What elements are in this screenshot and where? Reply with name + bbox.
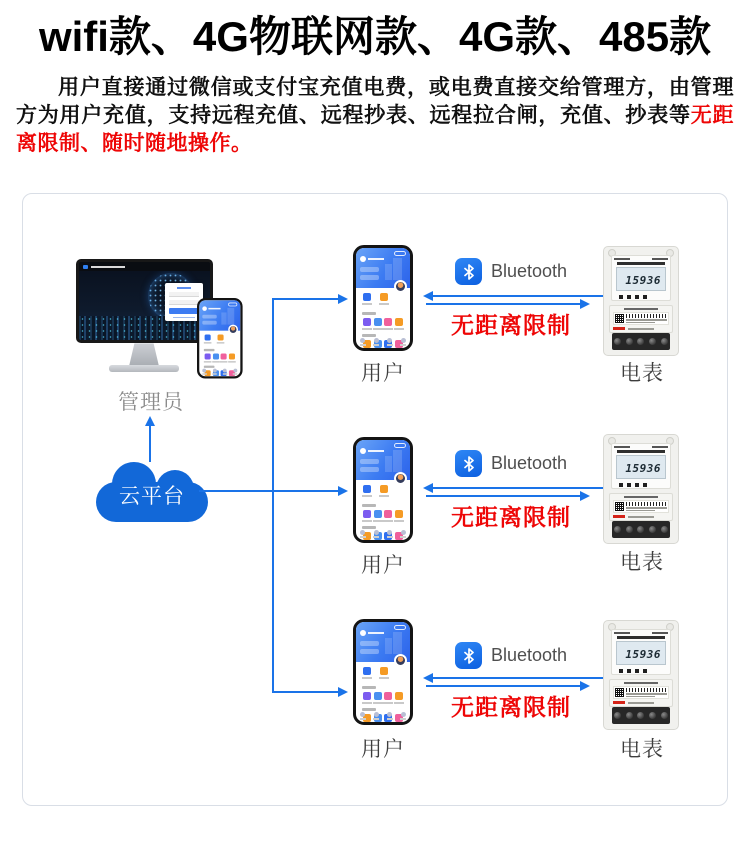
branch-line-3 <box>273 691 339 693</box>
cloud-label: 云平台 <box>119 485 185 509</box>
qr-code <box>615 314 624 323</box>
meter-buttons <box>614 292 668 299</box>
electric-meter-mockup <box>603 246 679 356</box>
building-graphic <box>393 632 402 654</box>
building-graphic <box>385 264 392 280</box>
meter-face <box>611 255 671 301</box>
bluetooth-label: Bluetooth <box>491 261 568 282</box>
barcode <box>626 688 667 692</box>
app-icon <box>205 354 211 360</box>
intro-text: 用户直接通过微信或支付宝充值电费，或电费直接交给管理方，由管理方为用户充值，支持远程充值、远程抄表、远程拉合闸，充值、抄表等 <box>16 76 734 128</box>
meter-sticker <box>613 686 669 699</box>
balance-chip <box>360 641 379 646</box>
branch-line-2 <box>199 490 339 492</box>
meter-label-3: 电表 <box>620 738 664 762</box>
meter-2 <box>603 434 679 544</box>
phone-app-grid <box>199 354 240 363</box>
monitor-titlebar <box>79 262 210 271</box>
branch-line-1 <box>273 298 339 300</box>
meter-title-bar <box>617 450 665 453</box>
meter-1 <box>603 246 679 356</box>
building-graphic <box>393 450 402 472</box>
meter-sticker <box>613 500 669 513</box>
phone-user-row <box>360 448 384 454</box>
right-arrow-line-3 <box>426 685 581 687</box>
intro-paragraph <box>16 74 734 158</box>
bill-icon <box>380 667 388 675</box>
user-label-1: 用户 <box>361 362 405 386</box>
bluetooth-icon <box>455 258 482 285</box>
branch-arrowhead-3 <box>338 687 348 697</box>
monitor-stand-base <box>109 365 179 372</box>
right-arrow-line-1 <box>426 303 581 305</box>
meter-reading: 15936 <box>625 648 661 662</box>
qr-code <box>615 688 624 697</box>
building-graphic <box>221 313 226 325</box>
meter-reading: 15936 <box>625 462 661 476</box>
energy-chip <box>360 649 379 654</box>
section-title-bar <box>362 312 376 315</box>
username-text-bar <box>208 308 220 310</box>
branch-arrowhead-1 <box>338 294 348 304</box>
no-distance-label-3: 无距离限制 <box>451 694 571 721</box>
cloud-to-admin-line <box>149 425 151 462</box>
app-icon <box>395 692 403 700</box>
smartphone-mockup <box>353 245 413 351</box>
bluetooth-label: Bluetooth <box>491 645 568 666</box>
phone-tab-bar <box>199 369 240 375</box>
app-icon <box>395 318 403 326</box>
app-icon <box>363 510 371 518</box>
qr-code <box>615 502 624 511</box>
phone-app-grid <box>356 692 410 704</box>
left-arrow-line-1 <box>432 295 604 297</box>
app-icon <box>363 318 371 326</box>
building-graphic <box>227 308 234 325</box>
meter-3 <box>603 620 679 730</box>
meter-label-2: 电表 <box>620 551 664 575</box>
barcode <box>626 502 667 506</box>
meter-model-bar <box>624 496 658 498</box>
app-icon <box>213 354 219 360</box>
meter-lcd <box>616 267 666 291</box>
section-title-bar <box>362 708 376 711</box>
user-avatar-icon <box>360 630 366 636</box>
building-graphic <box>385 456 392 472</box>
admin-label: 管理员 <box>118 391 184 415</box>
app-icon <box>384 318 392 326</box>
bill-icon <box>218 335 224 341</box>
phone-app-header <box>356 248 410 288</box>
meter-lcd <box>616 455 666 479</box>
cloud-trunk-line <box>272 298 274 693</box>
left-arrow-line-2 <box>432 487 604 489</box>
user-avatar-icon <box>202 307 207 312</box>
app-icon <box>374 318 382 326</box>
meter-terminals <box>612 707 670 724</box>
app-icon <box>384 692 392 700</box>
recharge-icon <box>363 485 371 493</box>
phone-user-row <box>360 256 384 262</box>
diagram-board <box>22 193 728 806</box>
electric-meter-mockup <box>603 434 679 544</box>
brand-logo <box>613 701 625 704</box>
bluetooth-icon <box>455 642 482 669</box>
platform-logo-icon <box>83 265 88 269</box>
energy-chip <box>360 467 379 472</box>
phone-camera-pill <box>394 251 406 256</box>
meter-terminals <box>612 521 670 538</box>
meter-title-bar <box>617 262 665 265</box>
smartphone-mockup <box>353 619 413 725</box>
phone-app-header <box>356 622 410 662</box>
phone-user-row <box>202 307 220 312</box>
app-icon <box>395 510 403 518</box>
user-avatar-icon <box>360 256 366 262</box>
balance-chip <box>360 267 379 272</box>
balance-chip <box>360 459 379 464</box>
section-title-bar <box>362 334 376 337</box>
meter-face <box>611 629 671 675</box>
energy-chip <box>360 275 379 280</box>
app-icon <box>384 510 392 518</box>
user-phone-3 <box>353 619 413 725</box>
section-title-bar <box>204 349 215 351</box>
electric-meter-mockup <box>603 620 679 730</box>
bluetooth-label: Bluetooth <box>491 453 568 474</box>
username-text-bar <box>368 258 384 260</box>
cloud-platform <box>96 462 208 522</box>
meter-lcd <box>616 641 666 665</box>
brand-logo <box>613 515 625 518</box>
brand-logo <box>613 327 625 330</box>
app-icon <box>374 510 382 518</box>
username-text-bar <box>368 450 384 452</box>
section-title-bar <box>362 686 376 689</box>
meter-label-panel <box>609 493 673 521</box>
section-title-bar <box>362 526 376 529</box>
right-arrow-line-2 <box>426 495 581 497</box>
bluetooth-badge-3 <box>455 642 567 669</box>
no-distance-label-1: 无距离限制 <box>451 312 571 339</box>
meter-terminals <box>612 333 670 350</box>
app-icon <box>229 354 235 360</box>
barcode <box>626 314 667 318</box>
bill-icon <box>380 293 388 301</box>
branch-arrowhead-2 <box>338 486 348 496</box>
meter-face <box>611 443 671 489</box>
smartphone-mockup <box>353 437 413 543</box>
energy-chip <box>202 321 216 325</box>
meter-label-panel <box>609 679 673 707</box>
monitor-dashboard <box>79 271 210 340</box>
user-phone-1 <box>353 245 413 351</box>
user-label-3: 用户 <box>361 738 405 762</box>
app-icon <box>363 692 371 700</box>
meter-model-bar <box>624 682 658 684</box>
meter-label-1: 电表 <box>620 362 664 386</box>
building-graphic <box>385 638 392 654</box>
meter-buttons <box>614 480 668 487</box>
meter-label-panel <box>609 305 673 333</box>
user-phone-2 <box>353 437 413 543</box>
meter-sticker <box>613 312 669 325</box>
app-icon <box>374 692 382 700</box>
no-distance-label-2: 无距离限制 <box>451 504 571 531</box>
user-label-2: 用户 <box>361 554 405 578</box>
login-button-bar <box>169 308 199 314</box>
phone-app-header <box>199 301 240 331</box>
building-graphic <box>393 258 402 280</box>
meter-title-bar <box>617 636 665 639</box>
phone-app-header <box>356 440 410 480</box>
recharge-icon <box>205 335 211 341</box>
bluetooth-badge-1 <box>455 258 567 285</box>
intro-highlight-text: 无距离限制、随时随地操作。 <box>16 104 734 156</box>
phone-tab-bar <box>356 530 410 538</box>
smartphone-mockup <box>197 298 243 379</box>
phone-camera-pill <box>228 303 237 307</box>
balance-chip <box>202 315 216 319</box>
username-text-bar <box>368 632 384 634</box>
phone-tab-bar <box>356 712 410 720</box>
meter-model-bar <box>624 308 658 310</box>
bluetooth-badge-2 <box>455 450 567 477</box>
monitor-stand-neck <box>129 343 159 366</box>
left-arrow-line-3 <box>432 677 604 679</box>
page-title: wifi款、4G物联网款、4G款、485款 <box>38 13 712 60</box>
phone-app-grid <box>356 318 410 330</box>
phone-user-row <box>360 630 384 636</box>
app-icon <box>221 354 227 360</box>
user-avatar-icon <box>360 448 366 454</box>
section-title-bar <box>362 504 376 507</box>
phone-camera-pill <box>394 443 406 448</box>
phone-app-grid <box>356 510 410 522</box>
meter-reading: 15936 <box>625 274 661 288</box>
admin-monitor-mockup <box>76 259 213 343</box>
phone-camera-pill <box>394 625 406 630</box>
admin-phone <box>197 298 243 379</box>
bluetooth-icon <box>455 450 482 477</box>
meter-buttons <box>614 666 668 673</box>
bill-icon <box>380 485 388 493</box>
phone-tab-bar <box>356 338 410 346</box>
recharge-icon <box>363 667 371 675</box>
recharge-icon <box>363 293 371 301</box>
